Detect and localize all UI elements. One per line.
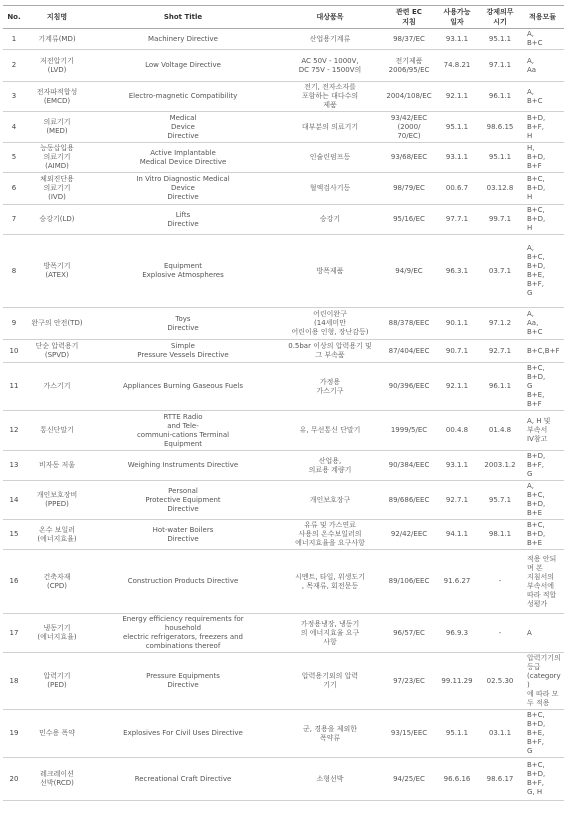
cell-modules: A, B+C	[521, 82, 564, 112]
cell-available-date: 95.1.1	[435, 710, 479, 758]
cell-ec-directive: 89/686/EEC	[383, 481, 435, 520]
cell-target-products: 산업용, 의료용 계량기	[277, 451, 383, 481]
cell-no: 5	[3, 143, 25, 173]
cell-no: 18	[3, 653, 25, 710]
cell-no: 2	[3, 50, 25, 82]
cell-short-title: Lifts Directive	[89, 205, 277, 235]
cell-available-date: 92.1.1	[435, 363, 479, 411]
table-row	[3, 758, 564, 801]
cell-short-title: Low Voltage Directive	[89, 50, 277, 82]
cell-short-title: Machinery Directive	[89, 29, 277, 50]
cell-available-date: 93.1.1	[435, 29, 479, 50]
cell-modules: A, Aa, B+C	[521, 308, 564, 340]
cell-mandatory-date: 92.7.1	[479, 340, 521, 363]
cell-short-title: Equipment Explosive Atmospheres	[89, 235, 277, 308]
cell-ec-directive: 87/404/EEC	[383, 340, 435, 363]
cell-directive-name: 기계류(MD)	[25, 29, 89, 50]
cell-directive-name: 방폭기기 (ATEX)	[25, 235, 89, 308]
cell-modules: A, Aa	[521, 50, 564, 82]
cell-no: 1	[3, 29, 25, 50]
cell-modules: B+D, B+F, H	[521, 112, 564, 143]
cell-no: 3	[3, 82, 25, 112]
header-short-title: Shot Title	[89, 6, 277, 29]
cell-modules: 압력기기의 등급 (category) 에 따라 모 두 적용	[521, 653, 564, 710]
table-row	[3, 173, 564, 205]
header-available-date: 사용가능 일자	[435, 6, 479, 29]
cell-target-products: 개인보호장구	[277, 481, 383, 520]
cell-directive-name: 온수 보일러 (에너지효율)	[25, 520, 89, 550]
cell-available-date: 00.6.7	[435, 173, 479, 205]
cell-directive-name: 체외진단용 의료기기 (IVD)	[25, 173, 89, 205]
cell-no: 8	[3, 235, 25, 308]
cell-mandatory-date: 02.5.30	[479, 653, 521, 710]
cell-directive-name: 능동삽입용 의료기기 (AIMD)	[25, 143, 89, 173]
cell-available-date: 94.1.1	[435, 520, 479, 550]
cell-modules: B+C, B+D, H	[521, 173, 564, 205]
cell-modules: B+C, B+D, B+F, G, H	[521, 758, 564, 801]
cell-target-products: 시멘트, 타일, 위생도기 , 목재류, 회전문등	[277, 550, 383, 614]
cell-available-date: 90.1.1	[435, 308, 479, 340]
cell-mandatory-date: 96.1.1	[479, 82, 521, 112]
cell-available-date: 97.7.1	[435, 205, 479, 235]
cell-no: 19	[3, 710, 25, 758]
cell-directive-name: 개인보호장비 (PPED)	[25, 481, 89, 520]
cell-available-date: 96.9.3	[435, 614, 479, 653]
table-row	[3, 614, 564, 653]
cell-ec-directive: 1999/5/EC	[383, 411, 435, 451]
cell-no: 13	[3, 451, 25, 481]
cell-no: 15	[3, 520, 25, 550]
cell-mandatory-date: 98.6.15	[479, 112, 521, 143]
cell-no: 4	[3, 112, 25, 143]
cell-directive-name: 저전압기기 (LVD)	[25, 50, 89, 82]
table-row	[3, 411, 564, 451]
cell-mandatory-date: 95.7.1	[479, 481, 521, 520]
cell-no: 9	[3, 308, 25, 340]
cell-mandatory-date: 96.1.1	[479, 363, 521, 411]
table-row	[3, 520, 564, 550]
cell-mandatory-date: -	[479, 614, 521, 653]
cell-ec-directive: 2004/108/EC	[383, 82, 435, 112]
cell-ec-directive: 97/23/EC	[383, 653, 435, 710]
cell-mandatory-date: 98.6.17	[479, 758, 521, 801]
cell-short-title: Explosives For Civil Uses Directive	[89, 710, 277, 758]
cell-target-products: 가정용냉장, 냉동기 의 에너지효율 요구 사항	[277, 614, 383, 653]
cell-target-products: 0.5bar 이상의 압력용기 및 그 부속품	[277, 340, 383, 363]
cell-mandatory-date: 03.12.8	[479, 173, 521, 205]
cell-available-date: 99.11.29	[435, 653, 479, 710]
cell-no: 11	[3, 363, 25, 411]
cell-directive-name: 건축자재 (CPD)	[25, 550, 89, 614]
cell-target-products: 방폭제품	[277, 235, 383, 308]
cell-directive-name: 압력기기 (PED)	[25, 653, 89, 710]
cell-directive-name: 가스기기	[25, 363, 89, 411]
cell-target-products: 유, 무선통신 단말기	[277, 411, 383, 451]
cell-mandatory-date: -	[479, 550, 521, 614]
table-row	[3, 451, 564, 481]
table-row	[3, 653, 564, 710]
table-row	[3, 50, 564, 82]
cell-short-title: Hot-water Boilers Directive	[89, 520, 277, 550]
cell-available-date: 93.1.1	[435, 451, 479, 481]
cell-available-date: 95.1.1	[435, 112, 479, 143]
cell-directive-name: 냉동기기 (에너지효율)	[25, 614, 89, 653]
cell-short-title: Electro-magnetic Compatibility	[89, 82, 277, 112]
cell-short-title: Weighing Instruments Directive	[89, 451, 277, 481]
cell-target-products: 산업용기계류	[277, 29, 383, 50]
cell-modules: B+C, B+D, B+E	[521, 520, 564, 550]
table-row	[3, 363, 564, 411]
cell-directive-name: 비자동 저울	[25, 451, 89, 481]
header-no: No.	[3, 6, 25, 29]
table-row	[3, 710, 564, 758]
cell-short-title: Medical Device Directive	[89, 112, 277, 143]
cell-short-title: Active Implantable Medical Device Directive	[89, 143, 277, 173]
cell-target-products: 승강기	[277, 205, 383, 235]
cell-available-date: 92.1.1	[435, 82, 479, 112]
cell-directive-name: 의료기기 (MED)	[25, 112, 89, 143]
cell-ec-directive: 98/79/EC	[383, 173, 435, 205]
cell-ec-directive: 전기제품 2006/95/EC	[383, 50, 435, 82]
cell-short-title: Construction Products Directive	[89, 550, 277, 614]
cell-directive-name: 레크레이션 선박(RCD)	[25, 758, 89, 801]
cell-available-date: 96.3.1	[435, 235, 479, 308]
cell-modules: A, H 및 부속서 IV참고	[521, 411, 564, 451]
cell-mandatory-date: 97.1.1	[479, 50, 521, 82]
cell-target-products: 전기, 전자소자를 포함하는 대다수의 제품	[277, 82, 383, 112]
cell-available-date: 90.7.1	[435, 340, 479, 363]
cell-ec-directive: 95/16/EC	[383, 205, 435, 235]
cell-short-title: Personal Protective Equipment Directive	[89, 481, 277, 520]
header-directive-name: 지침명	[25, 6, 89, 29]
cell-mandatory-date: 95.1.1	[479, 143, 521, 173]
table-row	[3, 308, 564, 340]
header-ec-directive: 관련 EC 지침	[383, 6, 435, 29]
cell-available-date: 91.6.27	[435, 550, 479, 614]
cell-target-products: 가정용 가스기구	[277, 363, 383, 411]
cell-modules: A, B+C, B+D, B+E	[521, 481, 564, 520]
cell-no: 16	[3, 550, 25, 614]
cell-directive-name: 민수용 폭약	[25, 710, 89, 758]
cell-available-date: 96.6.16	[435, 758, 479, 801]
cell-modules: A	[521, 614, 564, 653]
table-row	[3, 235, 564, 308]
table-body	[3, 29, 564, 801]
cell-short-title: Toys Directive	[89, 308, 277, 340]
cell-short-title: Recreational Craft Directive	[89, 758, 277, 801]
table-row	[3, 82, 564, 112]
table-row	[3, 481, 564, 520]
cell-directive-name: 전자파적합성 (EMCD)	[25, 82, 89, 112]
cell-directive-name: 통신단말기	[25, 411, 89, 451]
cell-ec-directive: 94/9/EC	[383, 235, 435, 308]
cell-mandatory-date: 2003.1.2	[479, 451, 521, 481]
cell-short-title: In Vitro Diagnostic Medical Device Directive	[89, 173, 277, 205]
cell-ec-directive: 92/42/EEC	[383, 520, 435, 550]
cell-modules: A, B+C, B+D, B+E, B+F, G	[521, 235, 564, 308]
cell-ec-directive: 96/57/EC	[383, 614, 435, 653]
cell-available-date: 00.4.8	[435, 411, 479, 451]
cell-ec-directive: 98/37/EC	[383, 29, 435, 50]
cell-ec-directive: 93/42/EEC (2000/ 70/EC)	[383, 112, 435, 143]
cell-no: 10	[3, 340, 25, 363]
cell-ec-directive: 94/25/EC	[383, 758, 435, 801]
directive-table-container	[3, 5, 564, 801]
cell-no: 17	[3, 614, 25, 653]
cell-no: 7	[3, 205, 25, 235]
cell-modules: A, B+C	[521, 29, 564, 50]
cell-target-products: 군, 경용을 제외한 폭약류	[277, 710, 383, 758]
cell-ec-directive: 90/396/EEC	[383, 363, 435, 411]
cell-mandatory-date: 98.1.1	[479, 520, 521, 550]
cell-mandatory-date: 03.7.1	[479, 235, 521, 308]
cell-short-title: Energy efficiency requirements for household electric refrigerators, freezers and combinations thereof	[89, 614, 277, 653]
cell-mandatory-date: 01.4.8	[479, 411, 521, 451]
header-row	[3, 6, 564, 29]
cell-mandatory-date: 99.7.1	[479, 205, 521, 235]
cell-target-products: 인슐린펌프등	[277, 143, 383, 173]
cell-target-products: AC 50V - 1000V, DC 75V - 1500V의	[277, 50, 383, 82]
cell-available-date: 93.1.1	[435, 143, 479, 173]
table-row	[3, 112, 564, 143]
cell-target-products: 어린이완구 (14세미만 어린이용 인형, 장난감등)	[277, 308, 383, 340]
cell-modules: B+C,B+F	[521, 340, 564, 363]
cell-modules: B+D, B+F, G	[521, 451, 564, 481]
cell-short-title: Pressure Equipments Directive	[89, 653, 277, 710]
cell-short-title: RTTE Radio and Tele- communi-cations Terminal Equipment	[89, 411, 277, 451]
cell-no: 12	[3, 411, 25, 451]
cell-mandatory-date: 95.1.1	[479, 29, 521, 50]
table-row	[3, 29, 564, 50]
cell-short-title: Simple Pressure Vessels Directive	[89, 340, 277, 363]
directive-table	[3, 5, 564, 801]
cell-modules: H, B+D, B+F	[521, 143, 564, 173]
cell-available-date: 92.7.1	[435, 481, 479, 520]
cell-modules: B+C, B+D, H	[521, 205, 564, 235]
cell-target-products: 소형선박	[277, 758, 383, 801]
cell-ec-directive: 93/68/EEC	[383, 143, 435, 173]
header-target-products: 대상품목	[277, 6, 383, 29]
cell-directive-name: 완구의 안전(TD)	[25, 308, 89, 340]
table-row	[3, 340, 564, 363]
cell-directive-name: 단순 압력용기 (SPVD)	[25, 340, 89, 363]
header-mandatory-date: 강제의무 시기	[479, 6, 521, 29]
cell-ec-directive: 89/106/EEC	[383, 550, 435, 614]
header-modules: 적용모듈	[521, 6, 564, 29]
cell-ec-directive: 93/15/EEC	[383, 710, 435, 758]
table-row	[3, 143, 564, 173]
cell-no: 6	[3, 173, 25, 205]
table-row	[3, 205, 564, 235]
cell-modules: 적용 안되 며 본 지침서의 부속서에 따라 적합 성평가	[521, 550, 564, 614]
cell-mandatory-date: 97.1.2	[479, 308, 521, 340]
cell-target-products: 유류 및 가스연료 사용의 온수보일러의 에너지효율을 요구사항	[277, 520, 383, 550]
cell-target-products: 대부분의 의료기기	[277, 112, 383, 143]
cell-directive-name: 승강기(LD)	[25, 205, 89, 235]
cell-short-title: Appliances Burning Gaseous Fuels	[89, 363, 277, 411]
cell-target-products: 혈액검사기등	[277, 173, 383, 205]
cell-modules: B+C, B+D, B+E, B+F, G	[521, 710, 564, 758]
cell-no: 20	[3, 758, 25, 801]
cell-mandatory-date: 03.1.1	[479, 710, 521, 758]
cell-modules: B+C, B+D, G B+E, B+F	[521, 363, 564, 411]
cell-ec-directive: 90/384/EEC	[383, 451, 435, 481]
cell-target-products: 압력용기외의 압력 기기	[277, 653, 383, 710]
cell-ec-directive: 88/378/EEC	[383, 308, 435, 340]
cell-no: 14	[3, 481, 25, 520]
table-row	[3, 550, 564, 614]
cell-available-date: 74.8.21	[435, 50, 479, 82]
